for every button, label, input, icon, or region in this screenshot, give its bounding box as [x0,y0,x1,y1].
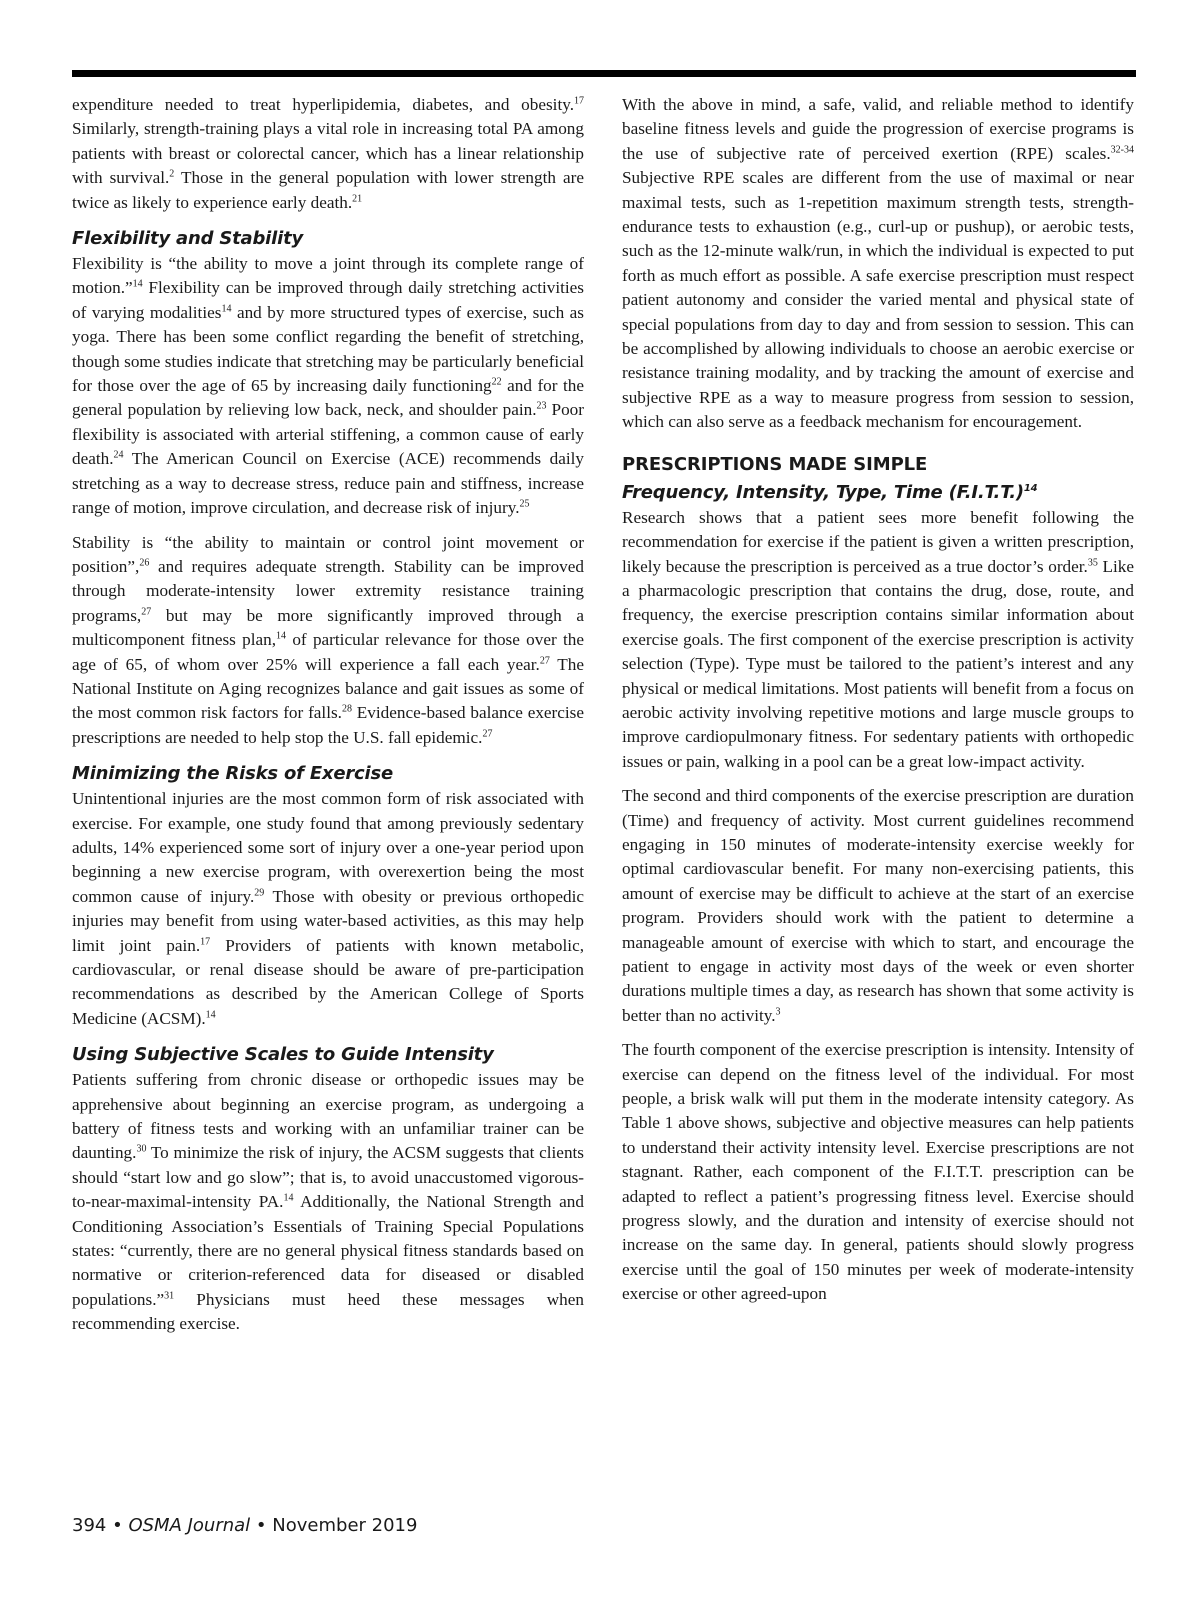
citation-ref: 2 [169,168,175,180]
right-column [622,93,1134,1317]
heading-fitt: Frequency, Intensity, Type, Time $(F.I.T.T.)^{14}$ [622,481,1038,503]
journal-name: OSMA Journal [128,1515,251,1536]
citation-ref: 30 [136,1143,147,1155]
citation-ref: 14 [283,1192,294,1204]
citation-ref: 27 [539,654,550,666]
section-heading-prescriptions: PRESCRIPTIONS MADE SIMPLE [622,453,928,475]
paragraph: Research shows that a patient sees more benefit following the recommendation for exercise if the patient is given a written prescription, likely because the prescription is perceived as a true doctor’s order.$^{35}$ Like a pharmacologic prescription that contains the drug, dose, route, and frequency, the exercise prescription contains similar information about exercise goals. The first component of the exercise prescription is activity selection (Type). Type must be tailored to the patient’s interest and any physical or medical limitations. Most patients will benefit from a focus on aerobic activity involving repetitive motions and large muscle groups to improve cardiopulmonary fitness. For sedentary patients with orthopedic issues or pain, walking in a pool can be a great low-impact activity. [622,507,1135,771]
heading-subjective-scales: Using Subjective Scales to Guide Intensity [72,1044,494,1066]
left-column [72,93,584,1347]
citation-ref: 28 [341,703,352,715]
citation-ref: 29 [254,887,265,899]
citation-ref: 25 [519,498,530,510]
citation-ref: 3 [775,1006,781,1018]
citation-ref: 22 [491,376,502,388]
citation-ref: 14 [205,1009,216,1021]
issue-date: November 2019 [272,1515,418,1536]
paragraph: Patients suffering from chronic disease or orthopedic issues may be apprehensive about beginning an exercise program, as undergoing a battery of fitness tests and working with an unfamiliar trainer can be daunting.$^{30}$ To minimize the risk of injury, the ACSM suggests that clients should “start low and go slow”; that is, to avoid unaccustomed vigorous-to-near-maximal-intensity PA.$^{14}$ Additionally, the National Strength and Conditioning Association’s Essentials of Training Special Populations states: “currently, there are no general physical fitness standards based on normative or criterion-referenced data for diseased or disabled populations.”$^{31}$ Physicians must heed these messages when recommending exercise. [72,1070,584,1334]
citation-ref: 24 [113,449,124,461]
citation-ref: 17 [574,95,584,107]
footer-separator: • [255,1515,267,1536]
citation-ref: 14 [276,630,287,642]
citation-ref: 14 [132,278,143,290]
citation-ref: 21 [352,192,363,204]
paragraph: Flexibility is “the ability to move a joint through its complete range of motion.”$^{14}$ Flexibility can be improved through daily stretching activities of varying modalities$^{14}$ and by more structured types of exercise, such as yoga. There has been some conflict regarding the benefit of stretching, though some studies indicate that stretching may be particularly beneficial for those over the age of 65 by increasing daily functioning$^{22}$ and for the general population by relieving low back, neck, and shoulder pain.$^{23}$ Poor flexibility is associated with arterial stiffening, a common cause of early death.$^{24}$ The American Council on Exercise (ACE) recommends daily stretching as a way to decrease stress, reduce pain and stiffness, increase range of motion, improve circulation, and decrease risk of injury.$^{25}$ [72,254,584,518]
paragraph: The fourth component of the exercise prescription is intensity. Intensity of exercise can depend on the fitness level of the individual. For most people, a brisk walk will put them in the moderate intensity category. As Table 1 above shows, subjective and objective measures can help patients to understand their activity intensity level. Exercise prescriptions are not stagnant. Rather, each component of the F.I.T.T. prescription can be adapted to reflect a patient’s progressing fitness level. Exercise should progress slowly, and the duration and intensity of exercise should not increase on the same day. In general, patients should slowly progress exercise until the goal of 150 minutes per week of moderate-intensity exercise or other agreed-upon [622,1040,1134,1304]
page-footer [72,1515,417,1536]
paragraph: Stability is “the ability to maintain or control joint movement or position”,$^{26}$ and requires adequate strength. Stability can be improved through moderate-intensity lower extremity resistance training programs,$^{27}$ but may be more significantly improved through a multicomponent fitness plan,$^{14}$ of particular relevance for those over the age of 65, of whom over 25% will experience a fall each year.$^{27}$ The National Institute on Aging recognizes balance and gait issues as some of the most common risk factors for falls.$^{28}$ Evidence-based balance exercise prescriptions are needed to help stop the U.S. fall epidemic.$^{27}$ [72,532,585,747]
heading-flexibility-stability: Flexibility and Stability [72,228,304,250]
citation-ref: 27 [141,605,152,617]
citation-ref: 26 [139,557,150,569]
page-number: 394 [72,1515,107,1536]
paragraph: With the above in mind, a safe, valid, and reliable method to identify baseline fitness levels and guide the progression of exercise programs is the use of subjective rate of perceived exertion (RPE) scales.$^{32-34}$ Subjective RPE scales are different from the use of maximal or near maximal tests, such as 1-repetition maximum strength tests, strength-endurance tests to exhaustion (e.g., curl-up or pushup), or aerobic tests, such as the 12-minute walk/run, in which the individual is expected to put forth as much effort as possible. A safe exercise prescription must respect patient autonomy and consider the varied mental and physical state of special populations from day to day and from session to session. This can be accomplished by allowing individuals to choose an aerobic exercise or resistance training modality, and by tracking the amount of exercise and subjective RPE as a way to measure progress from session to session, which can also serve as a feedback mechanism for encouragement. [622,95,1134,432]
citation-ref: 23 [536,400,547,412]
heading-minimizing-risks: Minimizing the Risks of Exercise [72,763,394,785]
citation-ref: 32-34 [1110,144,1134,156]
citation-ref: 35 [1087,556,1098,568]
citation-ref: 17 [200,935,211,947]
top-rule [72,70,1136,77]
citation-ref: 14 [221,303,232,315]
footer-separator: • [112,1515,123,1536]
citation-ref: 31 [164,1290,175,1302]
citation-ref: 27 [482,728,493,740]
paragraph: Unintentional injuries are the most common form of risk associated with exercise. For example, one study found that among previously sedentary adults, 14% experienced some sort of injury over a one-year period upon beginning a new exercise program, with overexertion being the most common cause of injury.$^{29}$ Those with obesity or previous orthopedic injuries may benefit from using water-based activities, as this may help limit joint pain.$^{17}$ Providers of patients with known metabolic, cardiovascular, or renal disease should be aware of pre-participation recommendations as described by the American College of Sports Medicine (ACSM).$^{14}$ [72,789,584,1028]
paragraph: The second and third components of the exercise prescription are duration (Time) and frequency of activity. Most current guidelines recommend engaging in 150 minutes of moderate-intensity exercise weekly for optimal cardiovascular benefit. For many non-exercising patients, this amount of exercise may be difficult to achieve at the start of an exercise program. Providers should work with the patient to determine a manageable amount of exercise with which to start, and encourage the patient to engage in activity most days of the week or even shorter durations multiple times a day, as research has shown that some activity is better than no activity.$^3$ [622,786,1134,1025]
paragraph: expenditure needed to treat hyperlipidemia, diabetes, and obesity.$^{17}$ Similarly, strength-training plays a vital role in increasing total PA among patients with breast or colorectal cancer, which has a linear relationship with survival.$^2$ Those in the general population with lower strength are twice as likely to experience early death.$^{21}$ [72,95,584,212]
citation-ref: 14 [1023,482,1038,494]
